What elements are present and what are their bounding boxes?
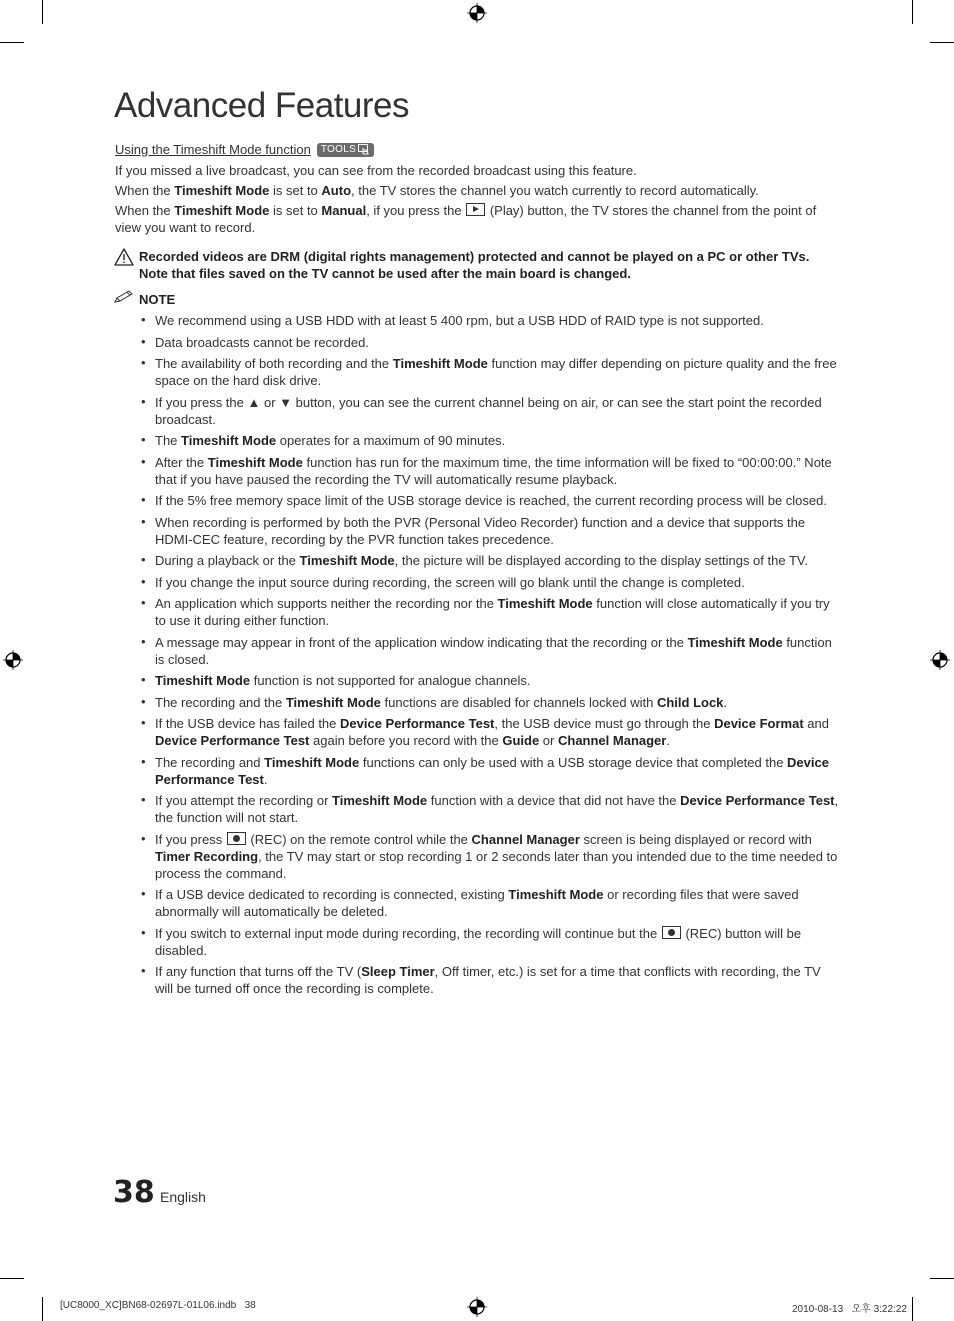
list-item — [115, 886, 841, 920]
print-footer-file: [UC8000_XC]BN68-02697L-01L06.indb 38 — [60, 1300, 256, 1311]
list-item — [115, 514, 841, 548]
list-item — [115, 312, 841, 329]
bold-term: Timer Recording — [155, 848, 259, 864]
text-run: If you switch to external input mode during recording, the recording will continue but the — [155, 925, 661, 941]
text-run: , the picture will be displayed according to the display settings of the TV. — [394, 553, 808, 568]
text-run: If the 5% free memory space limit of the USB storage device is reached, the current recording process will be closed. — [155, 493, 827, 508]
text-run: If you press — [155, 831, 226, 847]
bold-term: Timeshift Mode — [174, 203, 270, 218]
intro-paragraphs — [115, 162, 841, 236]
text-run: Data broadcasts cannot be recorded. — [155, 334, 369, 350]
crop-mark — [912, 0, 913, 24]
list-item — [115, 634, 841, 668]
bold-term: Device Performance Test — [155, 754, 829, 787]
crop-mark — [930, 42, 954, 43]
caution-text: Recorded videos are DRM (digital rights management) protected and cannot be played on a PC or other TVs. Note that files saved on the TV cannot be used after the main board is changed. — [139, 249, 810, 281]
play-button-icon — [466, 203, 485, 216]
text-run: or — [539, 733, 558, 748]
note-heading — [115, 290, 841, 308]
bold-term: Timeshift Mode — [285, 694, 381, 710]
section-heading-text: Using the Timeshift Mode function — [115, 142, 311, 157]
intro-paragraph — [115, 162, 841, 179]
bold-term: Timeshift Mode — [508, 887, 604, 902]
text-run: When the — [115, 203, 175, 218]
text-run: function will close automatically if you try to use it during either function. — [155, 596, 830, 628]
list-item — [115, 334, 841, 351]
list-item — [115, 672, 841, 689]
registration-mark-icon — [930, 650, 950, 670]
page-language: English — [160, 1189, 206, 1205]
bold-term: Auto — [321, 183, 352, 198]
text-run: functions are disabled for channels locked with — [380, 694, 657, 710]
text-run: If you attempt the recording or — [155, 793, 333, 808]
bold-term: Timeshift Mode — [299, 553, 395, 568]
text-run: The recording and the — [155, 694, 286, 710]
bold-term: Timeshift Mode — [332, 793, 428, 808]
text-run: If the USB device has failed the — [155, 716, 340, 731]
tools-badge — [317, 143, 374, 157]
intro-paragraph — [115, 202, 841, 236]
text-run: function is closed. — [155, 634, 832, 667]
crop-mark — [912, 1297, 913, 1321]
registration-mark-icon — [467, 1297, 487, 1317]
text-run: is set to — [269, 183, 322, 198]
rec-button-icon — [227, 832, 246, 845]
text-run: The recording and — [155, 754, 265, 770]
bold-term: Device Format — [714, 716, 804, 731]
list-item — [115, 492, 841, 509]
text-run: , the function will not start. — [155, 793, 839, 825]
bold-term: Sleep Timer — [361, 964, 435, 979]
registration-mark-icon — [3, 650, 23, 670]
text-run: When the — [115, 183, 175, 198]
text-run: (REC) button will be disabled. — [155, 925, 802, 958]
rec-button-icon — [662, 926, 681, 939]
text-run: operates for a maximum of 90 minutes. — [276, 433, 506, 448]
registration-mark-icon — [467, 3, 487, 23]
bold-term: Timeshift Mode — [207, 454, 303, 470]
text-run: A message may appear in front of the application window indicating that the recording or the — [155, 634, 688, 650]
list-item — [115, 454, 841, 488]
text-run: function has run for the maximum time, the time information will be fixed to “00:00:00.” Note that if you have paused the recording the TV will automatically resume playback. — [155, 454, 832, 487]
text-run: If you missed a live broadcast, you can see from the recorded broadcast using this feature. — [115, 163, 637, 178]
bold-term: Timeshift Mode — [687, 634, 783, 650]
list-item — [115, 394, 841, 428]
section-heading — [115, 141, 841, 158]
text-run: . — [666, 733, 670, 748]
bold-term: Timeshift Mode — [392, 356, 488, 371]
text-run: An application which supports neither the recording nor the — [155, 596, 498, 611]
text-run: (Play) button, the TV stores the channel from the point of view you want to record. — [115, 203, 817, 235]
bold-term: Device Performance Test — [340, 716, 495, 731]
text-run: , the USB device must go through the — [494, 716, 715, 731]
caution-block — [115, 248, 841, 282]
list-item — [115, 694, 841, 711]
bold-term: Guide — [502, 733, 540, 748]
list-item — [115, 574, 841, 591]
intro-paragraph — [115, 182, 841, 199]
bold-term: Channel Manager — [471, 831, 580, 847]
text-run: again before you record with the — [309, 733, 503, 748]
bold-term: Timeshift Mode — [497, 596, 593, 611]
text-run: After the — [155, 454, 208, 470]
page-title: Advanced Features — [114, 86, 410, 125]
bold-term: Channel Manager — [557, 733, 667, 748]
print-footer-timestamp: 2010-08-13 오후 3:22:22 — [792, 1304, 907, 1315]
text-run: , the TV may start or stop recording 1 or 2 seconds later than you intended due to the time needed to process the command. — [155, 848, 838, 881]
bold-term: Timeshift Mode — [181, 433, 277, 448]
text-run: screen is being displayed or record with — [579, 831, 812, 847]
page-number: 38 — [113, 1175, 155, 1210]
crop-mark — [0, 42, 24, 43]
crop-mark — [930, 1278, 954, 1279]
bold-term: Timeshift Mode — [155, 673, 251, 688]
crop-mark — [0, 1278, 24, 1279]
list-item — [115, 963, 841, 997]
list-item — [115, 831, 841, 882]
list-item — [115, 715, 841, 749]
list-item — [115, 754, 841, 788]
list-item — [115, 925, 841, 959]
text-run: . — [263, 771, 268, 787]
text-run: If you press the ▲ or ▼ button, you can see the current channel being on air, or can see the start point the recorded broadcast. — [155, 394, 822, 427]
text-run: function may differ depending on picture quality and the free space on the hard disk drive. — [155, 356, 837, 388]
list-item — [115, 432, 841, 449]
text-run: or recording files that were saved abnormally will automatically be deleted. — [155, 887, 799, 919]
bold-term: Child Lock — [656, 694, 724, 710]
text-run: (REC) on the remote control while the — [246, 831, 472, 847]
list-item — [115, 595, 841, 629]
main-content — [115, 141, 841, 1002]
list-item — [115, 552, 841, 569]
text-run: is set to — [269, 203, 322, 218]
text-run: function with a device that did not have the — [427, 793, 681, 808]
text-run: , if you press the — [366, 203, 466, 218]
crop-mark — [42, 1297, 43, 1321]
text-run: and — [803, 716, 829, 731]
text-run: If you change the input source during recording, the screen will go blank until the change is completed. — [155, 574, 745, 590]
text-run: function is not supported for analogue channels. — [250, 673, 531, 688]
list-item — [115, 792, 841, 826]
text-run: The availability of both recording and the — [155, 356, 393, 371]
text-run: functions can only be used with a USB storage device that completed the — [359, 754, 788, 770]
warning-triangle-icon — [114, 248, 139, 282]
text-run: We recommend using a USB HDD with at least 5 400 rpm, but a USB HDD of RAID type is not supported. — [155, 313, 764, 328]
pencil-note-icon — [114, 290, 139, 308]
tools-badge-label: TOOLS — [320, 143, 357, 155]
crop-mark — [42, 0, 43, 24]
text-run: The — [155, 433, 182, 448]
bold-term: Timeshift Mode — [264, 754, 360, 770]
text-run: When recording is performed by both the PVR (Personal Video Recorder) function and a device that supports the HDMI-CEC feature, recording by the PVR function takes precedence. — [155, 514, 806, 547]
text-run: , the TV stores the channel you watch currently to record automatically. — [351, 183, 759, 198]
bold-term: Manual — [321, 203, 367, 218]
text-run: If a USB device dedicated to recording is connected, existing — [155, 887, 509, 902]
tools-hand-icon — [358, 144, 371, 155]
text-run: If any function that turns off the TV ( — [155, 964, 362, 979]
text-run: During a playback or the — [155, 553, 300, 568]
text-run: , Off timer, etc.) is set for a time that conflicts with recording, the TV will be turned off once the recording is complete. — [155, 964, 821, 996]
bold-term: Timeshift Mode — [174, 183, 270, 198]
bold-term: Device Performance Test — [155, 733, 310, 748]
text-run: . — [723, 694, 728, 710]
note-list — [115, 312, 841, 997]
note-label: NOTE — [139, 291, 176, 307]
bold-term: Device Performance Test — [680, 793, 835, 808]
list-item — [115, 355, 841, 389]
